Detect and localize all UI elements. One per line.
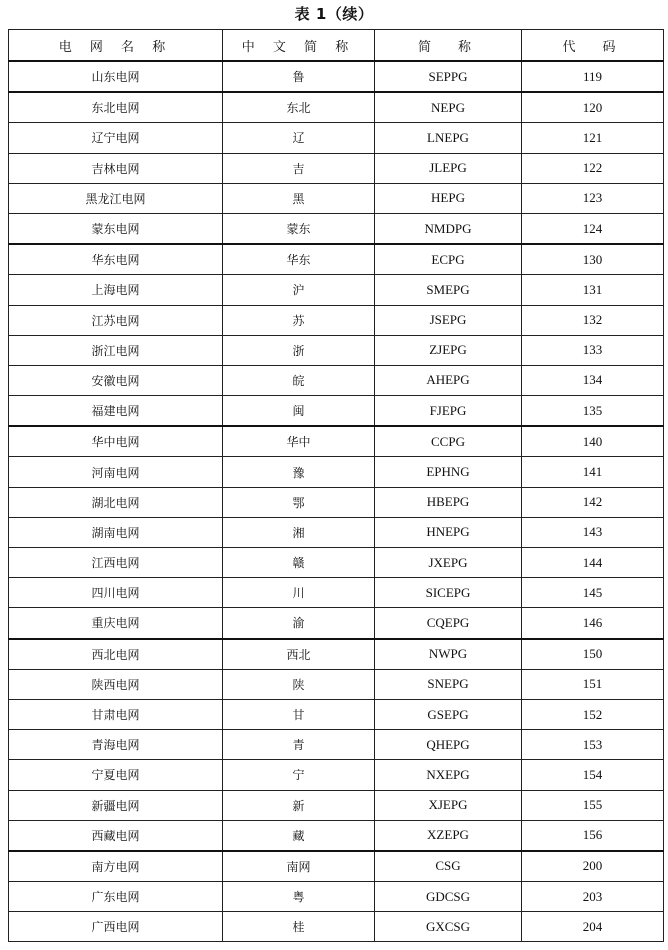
cell-chinese-short-name: 陕 [223, 669, 375, 699]
cell-grid-name: 西北电网 [9, 639, 223, 670]
table-title: 表 1（续） [294, 5, 374, 23]
cell-abbreviation: AHEPG [375, 365, 522, 395]
cell-code: 119 [522, 61, 664, 92]
cell-abbreviation: SMEPG [375, 275, 522, 305]
cell-chinese-short-name: 沪 [223, 275, 375, 305]
cell-code: 121 [522, 123, 664, 153]
table-row [9, 61, 664, 92]
cell-chinese-short-name: 青 [223, 730, 375, 760]
cell-code: 122 [522, 153, 664, 183]
cell-grid-name: 广东电网 [9, 882, 223, 912]
cell-abbreviation: ECPG [375, 244, 522, 275]
cell-chinese-short-name: 蒙东 [223, 213, 375, 244]
cell-grid-name: 青海电网 [9, 730, 223, 760]
cell-grid-name: 南方电网 [9, 851, 223, 882]
table-row [9, 275, 664, 305]
cell-abbreviation: XZEPG [375, 820, 522, 851]
cell-chinese-short-name: 湘 [223, 517, 375, 547]
cell-grid-name: 江西电网 [9, 548, 223, 578]
cell-chinese-short-name: 赣 [223, 548, 375, 578]
cell-chinese-short-name: 桂 [223, 912, 375, 942]
cell-code: 154 [522, 760, 664, 790]
cell-chinese-short-name: 浙 [223, 335, 375, 365]
cell-grid-name: 华东电网 [9, 244, 223, 275]
cell-code: 135 [522, 396, 664, 427]
cell-chinese-short-name: 闽 [223, 396, 375, 427]
cell-chinese-short-name: 皖 [223, 365, 375, 395]
table-row [9, 578, 664, 608]
cell-code: 132 [522, 305, 664, 335]
cell-grid-name: 广西电网 [9, 912, 223, 942]
cell-code: 144 [522, 548, 664, 578]
cell-code: 133 [522, 335, 664, 365]
cell-code: 145 [522, 578, 664, 608]
cell-code: 200 [522, 851, 664, 882]
cell-abbreviation: CSG [375, 851, 522, 882]
cell-grid-name: 华中电网 [9, 426, 223, 457]
cell-grid-name: 宁夏电网 [9, 760, 223, 790]
cell-abbreviation: GDCSG [375, 882, 522, 912]
table-row [9, 457, 664, 487]
table-row [9, 548, 664, 578]
cell-grid-name: 湖北电网 [9, 487, 223, 517]
table-row [9, 365, 664, 395]
cell-abbreviation: HBEPG [375, 487, 522, 517]
cell-code: 142 [522, 487, 664, 517]
table-row [9, 183, 664, 213]
table-row [9, 335, 664, 365]
cell-code: 150 [522, 639, 664, 670]
cell-code: 143 [522, 517, 664, 547]
cell-code: 153 [522, 730, 664, 760]
cell-grid-name: 湖南电网 [9, 517, 223, 547]
table-row [9, 213, 664, 244]
cell-code: 156 [522, 820, 664, 851]
cell-abbreviation: ZJEPG [375, 335, 522, 365]
cell-chinese-short-name: 鄂 [223, 487, 375, 517]
cell-chinese-short-name: 豫 [223, 457, 375, 487]
cell-abbreviation: FJEPG [375, 396, 522, 427]
cell-abbreviation: HNEPG [375, 517, 522, 547]
cell-chinese-short-name: 渝 [223, 608, 375, 639]
cell-grid-name: 河南电网 [9, 457, 223, 487]
cell-grid-name: 上海电网 [9, 275, 223, 305]
cell-chinese-short-name: 川 [223, 578, 375, 608]
cell-abbreviation: NXEPG [375, 760, 522, 790]
cell-abbreviation: GSEPG [375, 699, 522, 729]
cell-chinese-short-name: 藏 [223, 820, 375, 851]
cell-grid-name: 新疆电网 [9, 790, 223, 820]
cell-chinese-short-name: 苏 [223, 305, 375, 335]
cell-chinese-short-name: 西北 [223, 639, 375, 670]
cell-chinese-short-name: 宁 [223, 760, 375, 790]
cell-grid-name: 蒙东电网 [9, 213, 223, 244]
cell-chinese-short-name: 南网 [223, 851, 375, 882]
table-row [9, 820, 664, 851]
cell-abbreviation: SNEPG [375, 669, 522, 699]
cell-code: 124 [522, 213, 664, 244]
cell-grid-name: 浙江电网 [9, 335, 223, 365]
cell-chinese-short-name: 鲁 [223, 61, 375, 92]
table-row [9, 730, 664, 760]
cell-chinese-short-name: 华中 [223, 426, 375, 457]
cell-abbreviation: JXEPG [375, 548, 522, 578]
cell-abbreviation: HEPG [375, 183, 522, 213]
grid-code-table [8, 29, 663, 942]
table-row [9, 396, 664, 427]
cell-grid-name: 陕西电网 [9, 669, 223, 699]
table-row [9, 123, 664, 153]
cell-chinese-short-name: 吉 [223, 153, 375, 183]
cell-chinese-short-name: 东北 [223, 92, 375, 123]
table-row [9, 487, 664, 517]
table-row [9, 244, 664, 275]
header-chinese-short-name: 中 文 简 称 [223, 30, 375, 62]
cell-code: 140 [522, 426, 664, 457]
cell-abbreviation: EPHNG [375, 457, 522, 487]
cell-chinese-short-name: 黑 [223, 183, 375, 213]
cell-code: 141 [522, 457, 664, 487]
cell-abbreviation: NMDPG [375, 213, 522, 244]
cell-code: 146 [522, 608, 664, 639]
cell-code: 123 [522, 183, 664, 213]
table-row [9, 305, 664, 335]
cell-abbreviation: NWPG [375, 639, 522, 670]
cell-code: 204 [522, 912, 664, 942]
cell-abbreviation: GXCSG [375, 912, 522, 942]
cell-chinese-short-name: 辽 [223, 123, 375, 153]
cell-code: 203 [522, 882, 664, 912]
table-row [9, 882, 664, 912]
cell-abbreviation: QHEPG [375, 730, 522, 760]
cell-grid-name: 重庆电网 [9, 608, 223, 639]
cell-code: 131 [522, 275, 664, 305]
header-grid-name: 电 网 名 称 [9, 30, 223, 62]
table-header-row [9, 30, 664, 62]
cell-abbreviation: CCPG [375, 426, 522, 457]
cell-abbreviation: SEPPG [375, 61, 522, 92]
cell-code: 151 [522, 669, 664, 699]
cell-abbreviation: LNEPG [375, 123, 522, 153]
cell-abbreviation: CQEPG [375, 608, 522, 639]
cell-chinese-short-name: 粤 [223, 882, 375, 912]
cell-abbreviation: JLEPG [375, 153, 522, 183]
cell-code: 134 [522, 365, 664, 395]
cell-grid-name: 辽宁电网 [9, 123, 223, 153]
cell-abbreviation: XJEPG [375, 790, 522, 820]
cell-chinese-short-name: 甘 [223, 699, 375, 729]
cell-abbreviation: NEPG [375, 92, 522, 123]
cell-grid-name: 西藏电网 [9, 820, 223, 851]
table-row [9, 669, 664, 699]
cell-grid-name: 吉林电网 [9, 153, 223, 183]
table-row [9, 760, 664, 790]
cell-grid-name: 福建电网 [9, 396, 223, 427]
cell-grid-name: 江苏电网 [9, 305, 223, 335]
cell-grid-name: 东北电网 [9, 92, 223, 123]
table-row [9, 92, 664, 123]
cell-code: 152 [522, 699, 664, 729]
cell-grid-name: 四川电网 [9, 578, 223, 608]
table-row [9, 517, 664, 547]
header-abbreviation: 简 称 [375, 30, 522, 62]
table-body [9, 61, 664, 942]
table-row [9, 912, 664, 942]
cell-code: 130 [522, 244, 664, 275]
table-row [9, 153, 664, 183]
cell-abbreviation: SICEPG [375, 578, 522, 608]
table-row [9, 426, 664, 457]
cell-grid-name: 甘肃电网 [9, 699, 223, 729]
table-row [9, 639, 664, 670]
cell-grid-name: 安徽电网 [9, 365, 223, 395]
table-row [9, 608, 664, 639]
cell-grid-name: 山东电网 [9, 61, 223, 92]
cell-chinese-short-name: 新 [223, 790, 375, 820]
table-row [9, 699, 664, 729]
cell-abbreviation: JSEPG [375, 305, 522, 335]
cell-code: 155 [522, 790, 664, 820]
cell-grid-name: 黑龙江电网 [9, 183, 223, 213]
table-row [9, 851, 664, 882]
header-code: 代 码 [522, 30, 664, 62]
cell-chinese-short-name: 华东 [223, 244, 375, 275]
table-row [9, 790, 664, 820]
cell-code: 120 [522, 92, 664, 123]
